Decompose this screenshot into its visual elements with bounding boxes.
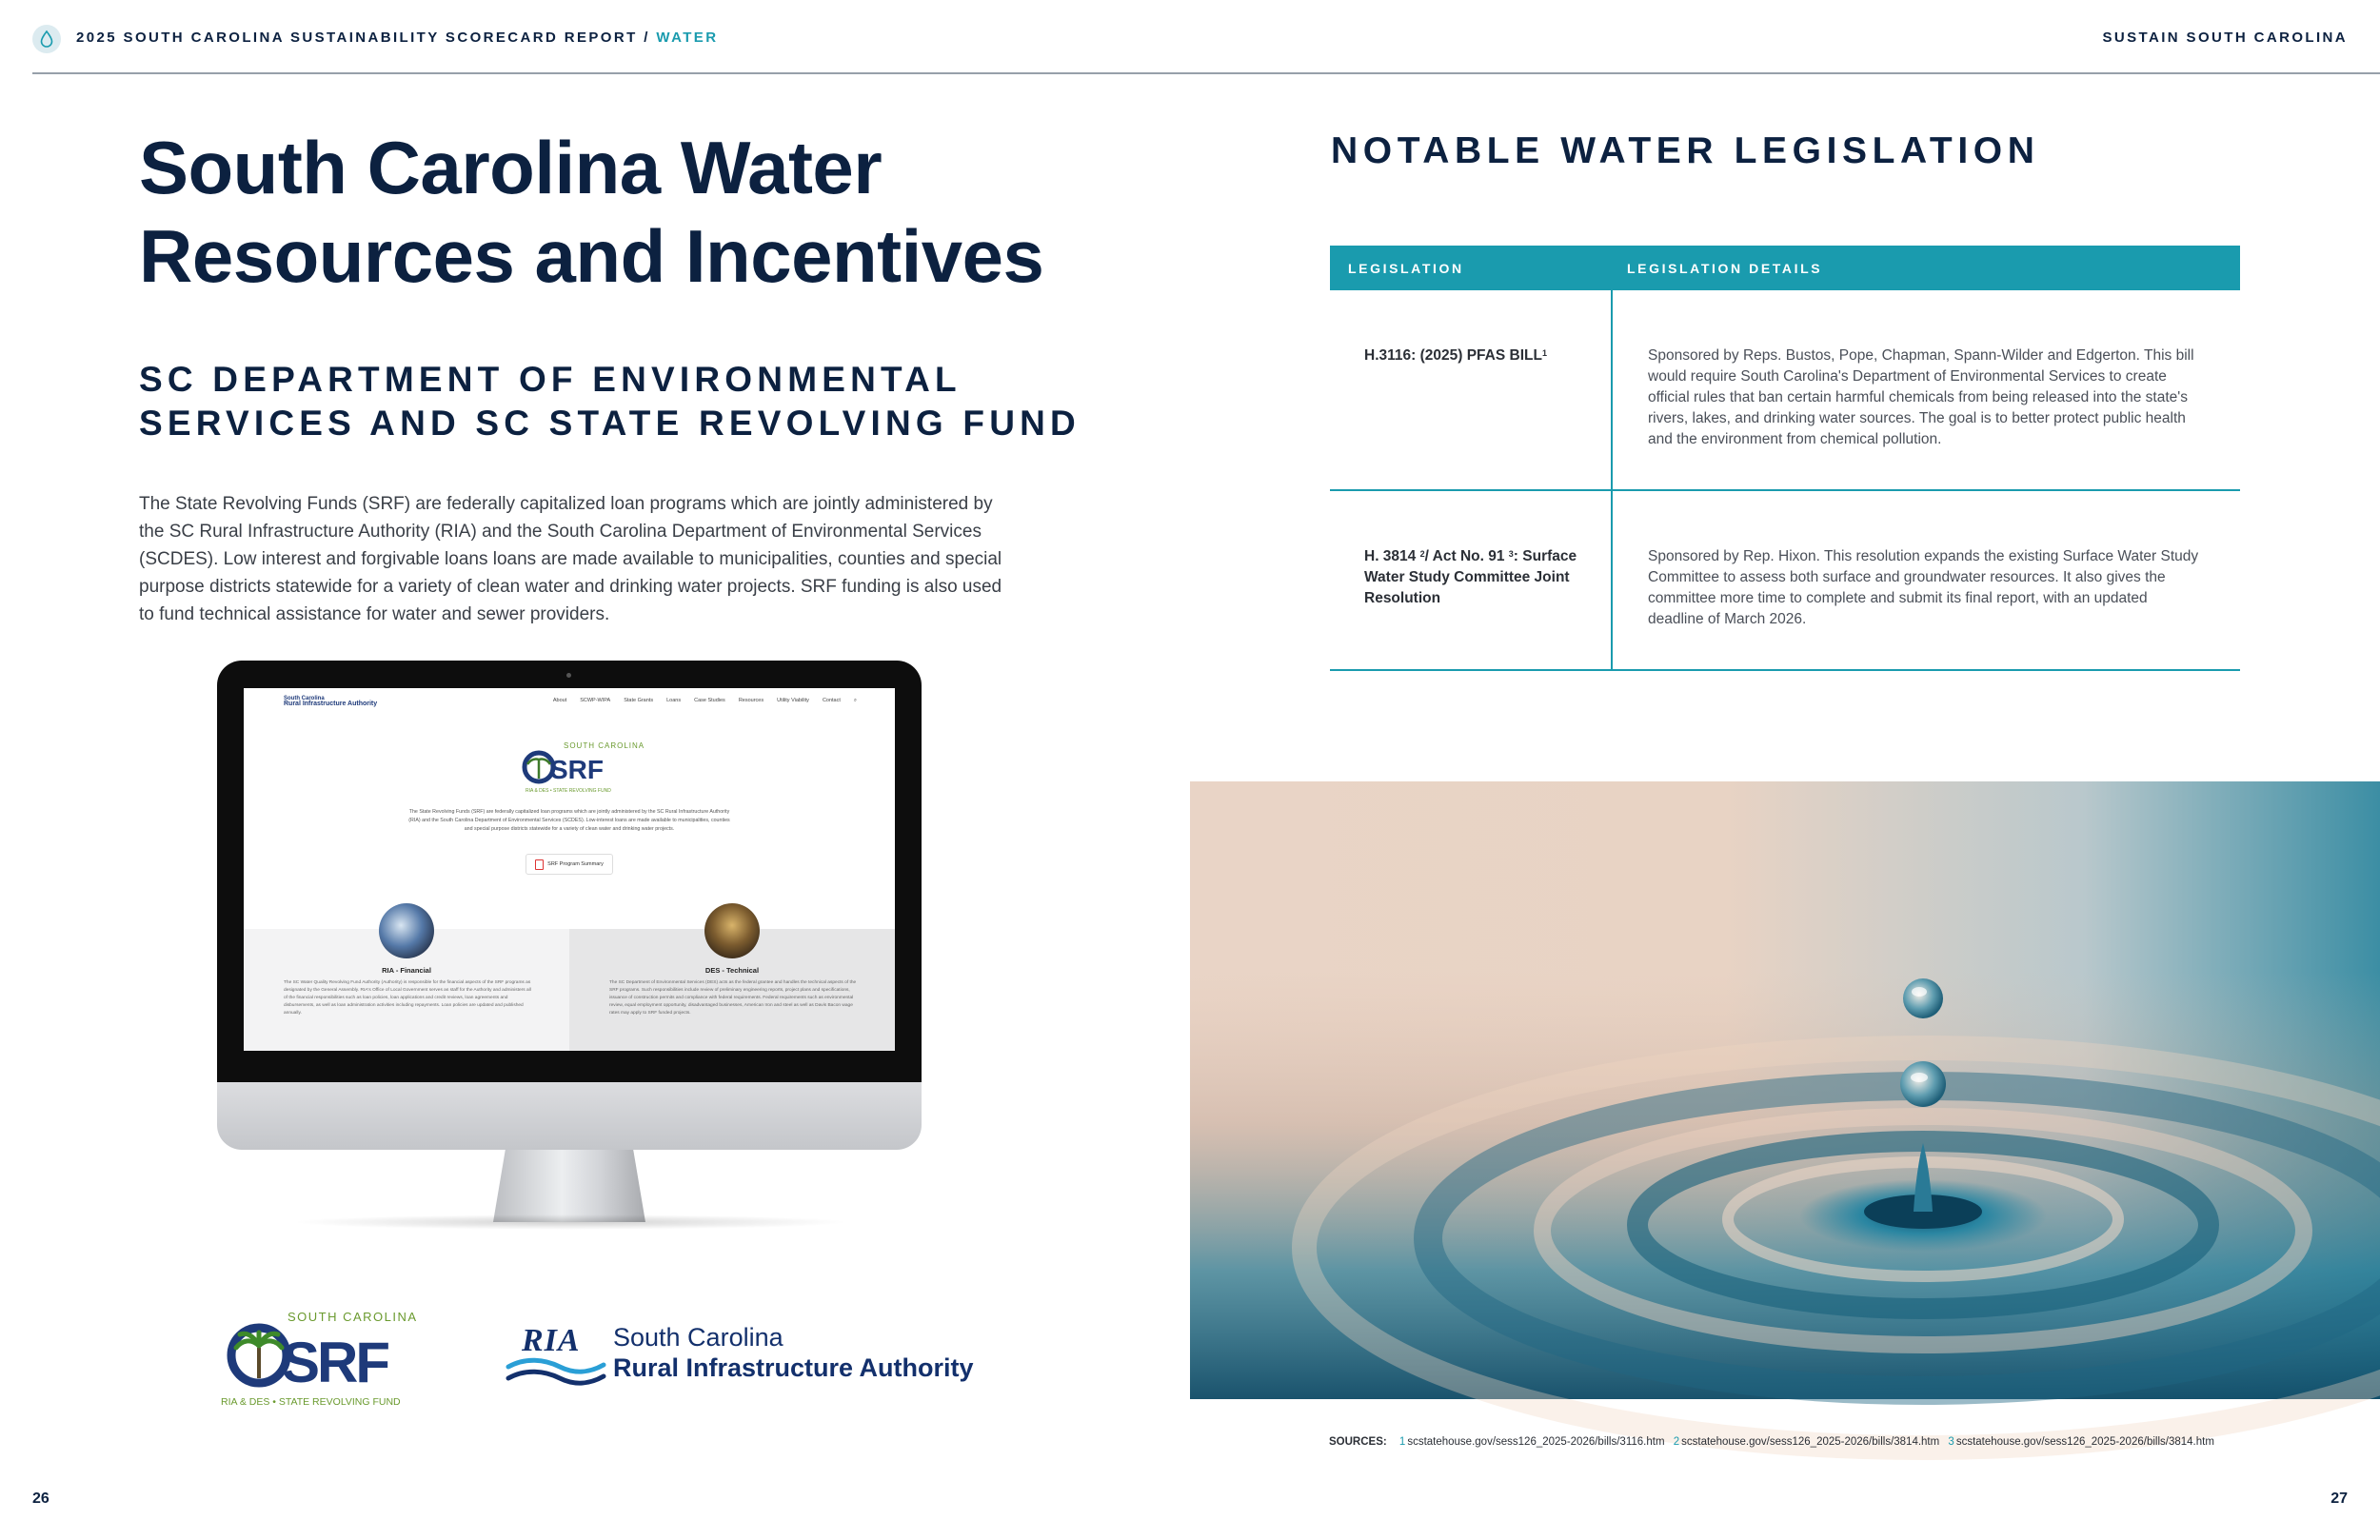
bill-name: H.3116: (2025) PFAS BILL	[1364, 347, 1542, 364]
legislation-heading: NOTABLE WATER LEGISLATION	[1331, 130, 2040, 171]
header-divider	[32, 72, 2380, 74]
footnote-ref: 1	[1541, 348, 1547, 358]
des-panel-text: The SC Department of Environmental Services (DES) acts as the federal grantee and handles the technical aspects of the SRF programs. Such responsibilities include review of preliminary engineering reports, project plans and specifications, issuance of construction permits and compliance with federal requirements. Federal requirements such as environmental review, equal employment opportunity, disadvantaged businesses, American Iron and steel as well as Davis Bacon wage rates may apply to SRF funded projects.	[609, 980, 857, 1016]
bill-name-part-c: : Surface Water Study Committee Joint Resolution	[1364, 548, 1577, 606]
srf-summary-button	[526, 854, 613, 875]
monitor-bezel	[217, 661, 922, 1082]
search-icon: ⌕	[853, 698, 857, 703]
legislation-name	[1330, 491, 1613, 669]
hero-logo-mark: SRF	[550, 755, 604, 784]
wave-icon	[506, 1357, 605, 1390]
water-drop-photo	[1190, 781, 2380, 1399]
ria-logo	[506, 1317, 1002, 1393]
construction-photo	[704, 903, 760, 958]
top-bar	[0, 0, 2380, 76]
source-link[interactable]: scstatehouse.gov/sess126_2025-2026/bills/3116.htm	[1407, 1436, 1665, 1448]
pdf-icon	[535, 859, 544, 870]
hero-logo-top-text: SOUTH CAROLINA	[564, 741, 645, 750]
ria-panel-title: RIA - Financial	[382, 966, 431, 975]
source-number: 1	[1398, 1436, 1406, 1448]
footnote-ref: 2	[1419, 549, 1425, 559]
legislation-name	[1330, 290, 1613, 489]
srf-description: The State Revolving Funds (SRF) are federally capitalized loan programs which are jointly administered by the SC Rural Infrastructure Authority (RIA) and the South Carolina Department of Environmental Services (SCDES). Low interest and forgivable loans loans are made available to municipalities, counties and special purpose districts statewide for a variety of clean water and drinking water projects. SRF funding is also used to fund technical assistance for water and sewer providers.	[139, 494, 1002, 624]
water-drop-icon	[32, 25, 61, 53]
bill-name-part-a: H. 3814	[1364, 548, 1417, 564]
brand-name: SUSTAIN SOUTH CAROLINA	[2102, 30, 2348, 46]
page-number-right: 27	[2330, 1491, 2348, 1507]
ria-logo-mark: RIA	[522, 1323, 581, 1358]
falling-drop	[1900, 1061, 1946, 1107]
legislation-details: Sponsored by Rep. Hixon. This resolution expands the existing Surface Water Study Committee to assess both surface and groundwater resources. It also gives the committee more time to complete and submit its final report, with an updated deadline of March 2026.	[1648, 548, 2199, 627]
srf-logo-mark: SRF	[282, 1331, 387, 1394]
monitor-base-shadow	[291, 1214, 849, 1230]
breadcrumb-separator: /	[637, 30, 657, 46]
ria-panel-text: The SC Water Quality Revolving Fund Authority (Authority) is responsible for the financial aspects of the SRF programs as designated by the General Assembly. RIA's Office of Local Government serves as staff for the Authority and administers all of the financial responsibilities such as loan policies, loan applications and credit reviews, loan agreements and disbursements, as well as loan administration activities including repayments. Loan policies are updated and published annually.	[284, 980, 531, 1016]
camera-dot	[566, 673, 571, 678]
monitor-mockup	[217, 661, 922, 1150]
title-line-1: South Carolina Water	[139, 126, 883, 209]
palmetto-tree-icon	[236, 1333, 282, 1378]
site-nav-scwp: SCWP-WIPA	[580, 698, 611, 703]
footnote-ref: 3	[1508, 549, 1514, 559]
srf-summary-label: SRF Program Summary	[547, 861, 604, 867]
source-link[interactable]: scstatehouse.gov/sess126_2025-2026/bills/3814.htm	[1955, 1436, 2214, 1448]
report-breadcrumb	[76, 30, 718, 46]
page-title	[139, 124, 1091, 301]
srf-logo	[219, 1306, 417, 1411]
legislation-details: Sponsored by Reps. Bustos, Pope, Chapman, Spann-Wilder and Edgerton. This bill would require South Carolina's Department of Environmental Services to create official rules that ban certain harmful chemicals from being released into the state's rivers, lakes, and drinking water sources. The goal is to better protect public health and the environment from chemical pollution.	[1648, 347, 2194, 447]
site-nav-about: About	[552, 698, 567, 703]
monitor-stand	[493, 1150, 645, 1222]
sources-label: SOURCES:	[1329, 1436, 1387, 1448]
legislation-table	[1330, 246, 2240, 671]
table-row	[1330, 491, 2240, 671]
site-logo	[284, 696, 377, 707]
site-nav-contact: Contact	[822, 698, 841, 703]
subhead-line-1: SC DEPARTMENT OF ENVIRONMENTAL	[139, 360, 962, 399]
bill-name-part-b: / Act No. 91	[1424, 548, 1505, 564]
page-number-left: 26	[32, 1491, 50, 1507]
site-logo-line-1: South Carolina	[284, 696, 325, 701]
site-nav	[553, 698, 857, 704]
table-header	[1330, 246, 2240, 290]
site-intro-text: The State Revolving Funds (SRF) are federally capitalized loan programs which are jointly administered by the SC Rural Infrastructure Authority (RIA) and the South Carolina Department of Environmental Services (SCDES). Low-interest loans are made available to municipalities, counties and special purpose districts statewide for a variety of clean water and drinking water projects.	[408, 809, 730, 832]
monitor-chin	[217, 1082, 922, 1150]
water-tower-photo	[379, 903, 434, 958]
title-line-2: Resources and Incentives	[139, 214, 1044, 298]
section-name: WATER	[656, 30, 719, 46]
source-link[interactable]: scstatehouse.gov/sess126_2025-2026/bills/3814.htm	[1681, 1436, 1940, 1448]
site-nav-case-studies: Case Studies	[694, 698, 725, 703]
site-logo-line-2: Rural Infrastructure Authority	[284, 701, 378, 707]
subhead-line-2: SERVICES AND SC STATE REVOLVING FUND	[139, 404, 1081, 443]
section-subhead	[139, 358, 1091, 445]
des-panel-title: DES - Technical	[704, 966, 760, 975]
ria-logo-line-2: Rural Infrastructure Authority	[613, 1353, 974, 1382]
header-legislation: LEGISLATION	[1348, 260, 1464, 276]
report-title: 2025 SOUTH CAROLINA SUSTAINABILITY SCORECARD REPORT	[76, 30, 638, 46]
website-screenshot	[244, 688, 895, 1051]
site-nav-loans: Loans	[666, 698, 682, 703]
table-row	[1330, 290, 2240, 491]
site-nav-resources: Resources	[738, 698, 764, 703]
srf-logo-top-text: SOUTH CAROLINA	[288, 1310, 418, 1324]
header-details: LEGISLATION DETAILS	[1627, 260, 1823, 276]
hero-logo-bottom-text: RIA & DES • STATE REVOLVING FUND	[526, 788, 611, 794]
sources-line	[1329, 1436, 2220, 1448]
source-number: 2	[1673, 1436, 1680, 1448]
site-nav-grants: State Grants	[624, 698, 654, 703]
source-number: 3	[1948, 1436, 1954, 1448]
srf-hero-logo	[512, 739, 645, 798]
ria-logo-line-1: South Carolina	[613, 1323, 783, 1352]
site-nav-utility: Utility Viability	[777, 698, 809, 703]
srf-logo-bottom-text: RIA & DES • STATE REVOLVING FUND	[221, 1396, 401, 1408]
